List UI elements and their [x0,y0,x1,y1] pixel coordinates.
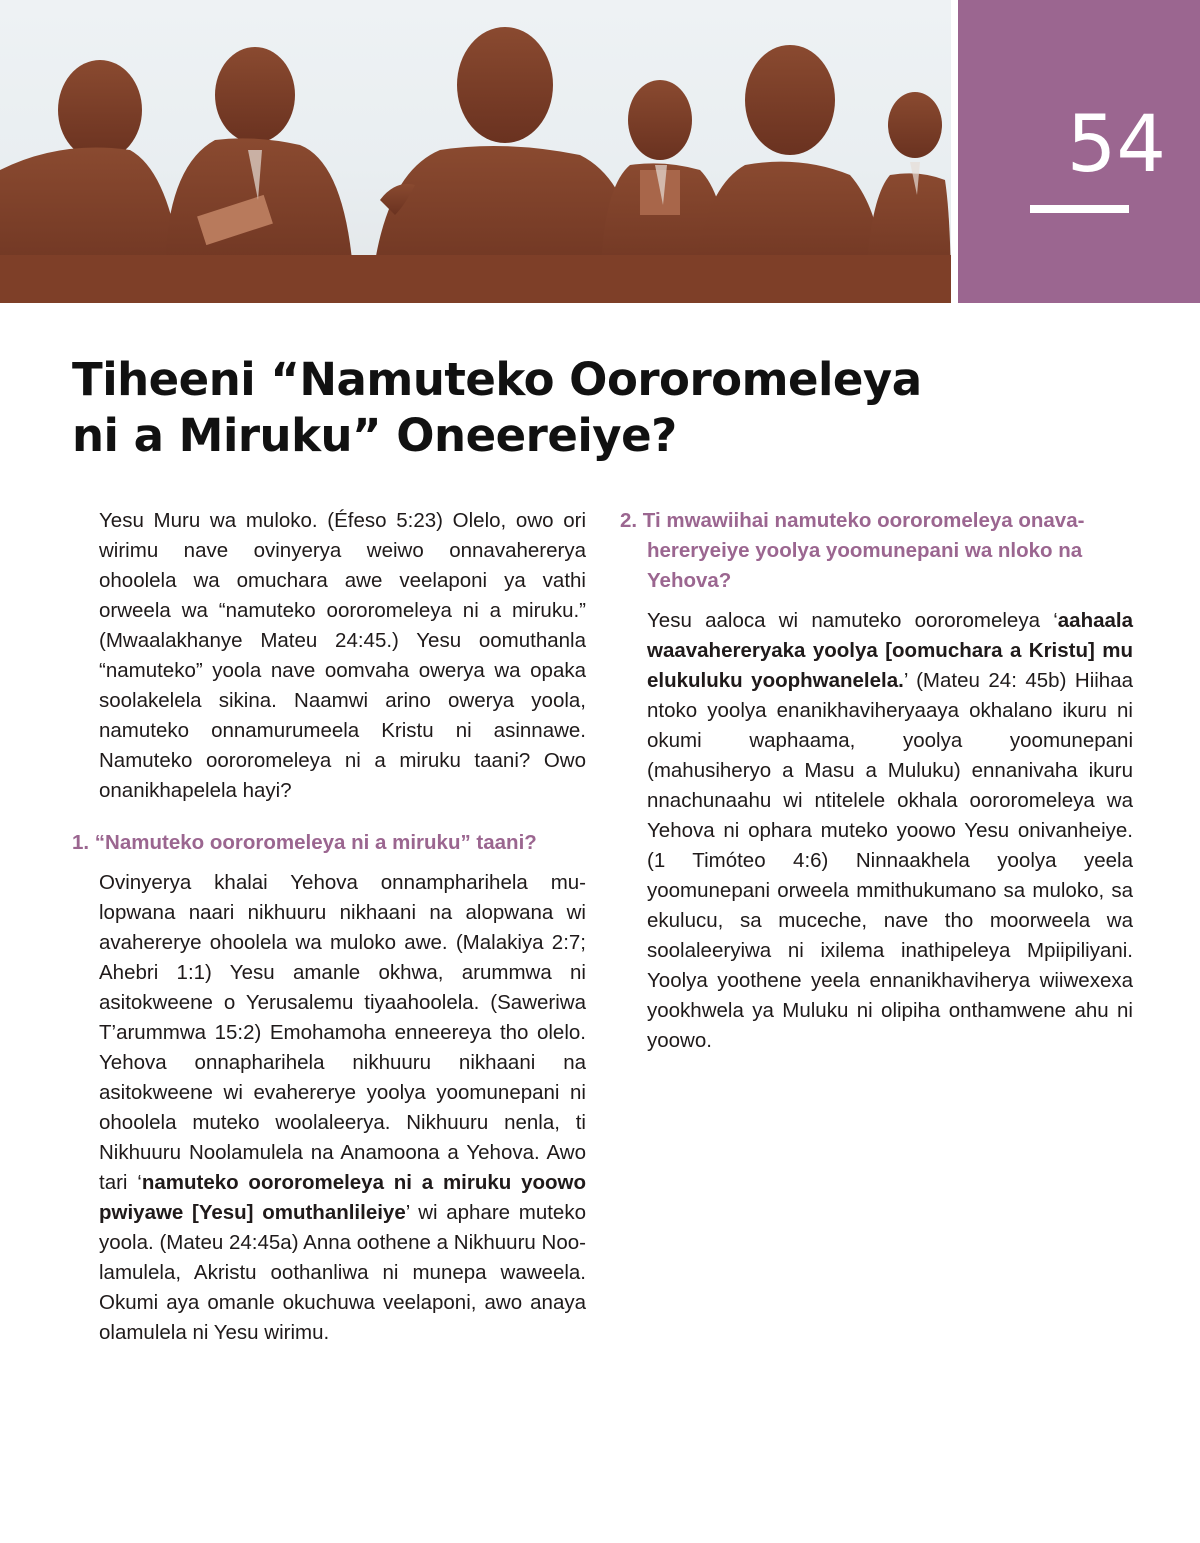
answer-1-text-a: Ovinyerya khalai Yehova onnampharihela mulopwana naari nikhuuru nikhaani na alopwana wi avahererye ohoolela wa muloko awe. (Malakiya 2:7; Ahebri 1:1) Yesu amanle okhwa, arummwa ni asitokweene o Yerusalemu tiyaahoolela. (Saweriwa T’arummwa 15:2) Emohamoha enneereya tho olelo. Yehova onnapharihela nikhuuru nikhaani na asitokweene wi evahererye yoolya yoomunepani ni ohoolela muteko woolaleerya. Nikhuuru nenla, ti Nikhuuru Noolamulela na Anamoona a Yehova. Awo tari ‘ [99,871,586,1194]
answer-2-text-b: ’ (Mateu 24: 45b) Hiihaa ntoko yoolya enanikhaviheryaaya okhalano ikuru ni okumi waphaama, yoolya yoomunepani (mahusiheryo a Masu a Muluku) ennanivaha ikuru nnachunaahu wi ntitelele okhala oororomeleya wa Yehova ni ophara muteko yoowo Yesu onivanheiye. (1 Timóteo 4:6) Ninnaakhela yoolya yeela yoomunepani orweela mmithukumano sa muloko, sa ekulucu, sa muceche, nave tho moorweela wa soolaleeryiwa ni ixilema inathipeleya Mpiipiliyani. Yoolya yoothene yeela ennanikhaviherya wiiwexexa yookhwela ya Muluku ni olipiha onthamwene ahu ni yoowo. [647,669,1134,1052]
title-line-1: Tiheeni “Namuteko Oororomeleya [72,353,922,406]
lesson-number: 54 [1066,100,1166,190]
answer-2-text-a: Yesu aaloca wi namuteko oororomeleya ‘ [647,609,1058,632]
answer-2-paragraph [620,606,1133,1056]
header-illustration [0,0,951,303]
lesson-number-underline [1030,205,1129,213]
answer-1-bold: namuteko oororomeleya ni a miruku yoowo pwiyawe [Yesu] omuthanlileiye [99,1171,586,1224]
answer-1-text-b: ’ wi aphare muteko yoola. (Mateu 24:45a) Anna oothene a Nikhuuru Noolamulela, Akristu oothanliwa ni munepa waweеla. Okumi aya omanle okuchuwa veelaponi, awo anaya olamulela ni Yesu wirimu. [99,1201,586,1344]
question-1-heading: 1. “Namuteko oororomeleya ni a miruku” taani? [72,831,537,854]
intro-paragraph: Yesu Muru wa muloko. (Éfeso 5:23) Olelo, owo ori wirimu nave ovinyerya weiwo onnavahererya ohoolela wa omuchara awe veelaponi ya vathi orweela wa “namuteko oororomeleya ni a miruku.” (Mwaalakhanye Mateu 24:45.) Yesu oomuthanla “namuteko” yoola nave oomvaha owerya wa opaka soolakelela sikina. Naamwi arino owerya yoola, namuteko onnamurumeela Kristu ni asinnawe. Namuteko oororomeleya ni a miruku taani? Owo onanikhapelela hayi? [99,509,586,802]
lesson-number-panel [958,0,1200,303]
title-line-2: ni a Miruku” Oneereiye? [72,409,677,462]
meeting-silhouette-image [0,0,951,303]
page-title [72,352,972,464]
answer-2-bold: aahaala waavahereryaka yoolya [oomuchara a Kristu] mu elukuluku yoophwanelela. [647,609,1133,692]
right-column [620,506,1133,1056]
left-column [72,506,586,1348]
question-2-heading: 2. Ti mwawiihai namuteko oororomeleya onavahereryeiye yoolya yoomunepani wa nloko na Yehova? [620,509,1085,592]
answer-1-paragraph [72,868,586,1348]
